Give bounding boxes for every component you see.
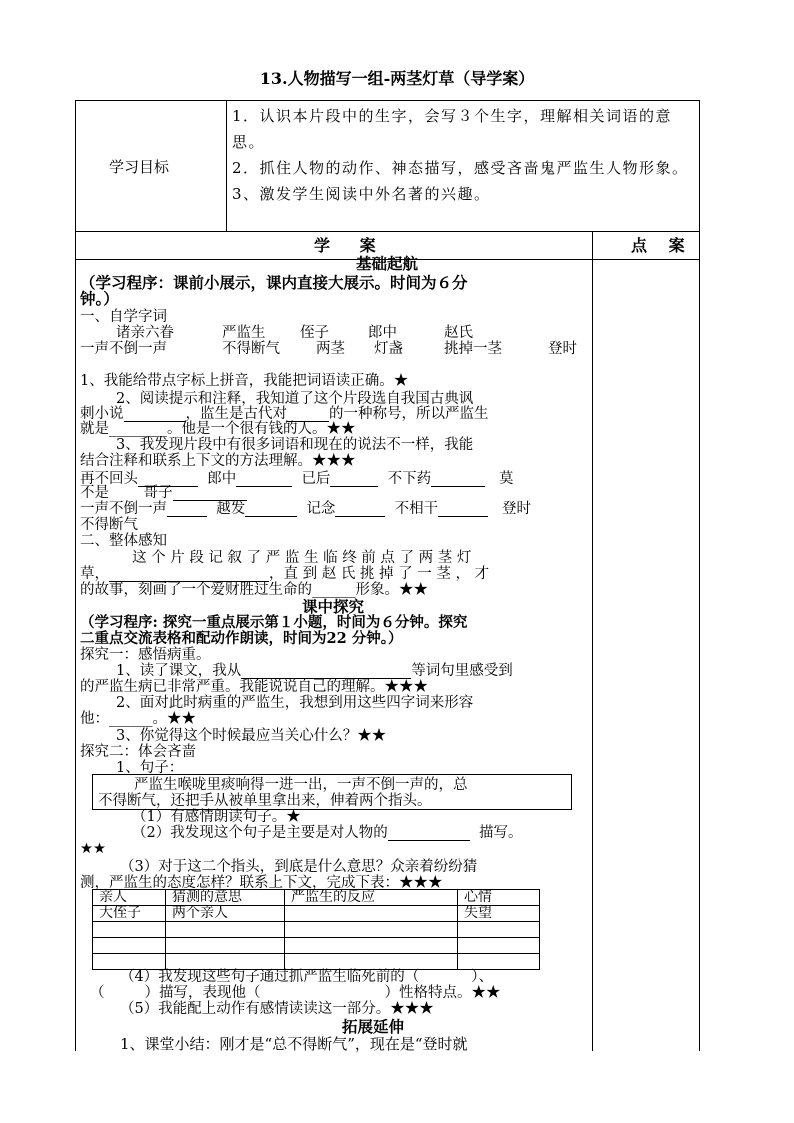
document-title: 13.人物描写一组-两茎灯草（导学案）	[259, 69, 535, 88]
table-cell: 两个亲人	[166, 906, 285, 922]
blank[interactable]	[167, 503, 207, 517]
word-5: 赵氏	[444, 325, 473, 341]
section-explore-program-b: 二重点交流表格和配动作朗读，时间为22 分钟。）	[80, 630, 403, 647]
guess-table	[92, 889, 540, 970]
word-3: 侄子	[300, 325, 329, 341]
section-explore-heading: 课中探究	[302, 597, 365, 616]
blank[interactable]	[438, 503, 488, 517]
table-row	[93, 922, 540, 938]
question-3-line-1: （3）对于这二个指头，到底是什么意思？众亲着纷纷猜	[120, 859, 478, 875]
question-4-line-1: （4）我发现这些句子通过抓严监生临死前的（ ）、	[120, 969, 493, 985]
task-2-line-2: 刺小说 ，监生是古代对 的一种称号，所以严监生	[80, 406, 489, 422]
table-cell[interactable]	[458, 938, 540, 954]
explore-one-q1-line-2: 的严监生病已非常严重。我能说说自己的理解。★★★	[80, 679, 428, 695]
word-6: 一声不倒一声	[80, 341, 167, 357]
objectives-bottom-rule	[76, 231, 699, 232]
table-cell[interactable]	[285, 938, 458, 954]
table-cell[interactable]	[285, 954, 458, 970]
blank[interactable]	[109, 568, 269, 582]
section-basic-program-a: （学习程序：课前小展示，课内直接大展示。时间为６分	[80, 273, 468, 292]
objectives-label: 学习目标	[109, 158, 170, 176]
question-2: （2）我发现这个句子是主要是对人物的 描写。	[132, 825, 523, 841]
table-header-row	[93, 890, 540, 906]
table-cell[interactable]	[93, 922, 166, 938]
table-cell[interactable]	[285, 922, 458, 938]
section-basic-program-b: 钟。）	[80, 289, 119, 308]
question-2-stars: ★★	[80, 841, 106, 857]
quoted-sentence-line-1: 严监生喉咙里痰响得一进一出，一声不倒一声的，总	[134, 777, 468, 793]
word-2: 严监生	[222, 325, 266, 341]
word-7: 不得断气	[222, 341, 280, 357]
blank[interactable]	[335, 503, 385, 517]
table-cell: 大侄子	[93, 906, 166, 922]
blank[interactable]	[287, 408, 329, 422]
part-one-title: 一、自学字词	[80, 309, 167, 325]
task-3-line-2: 结合注释和联系上下文的方法理解。★★★	[80, 453, 356, 469]
question-5: （5）我能配上动作有感情读读这一部分。★★★	[120, 1001, 434, 1017]
table-cell[interactable]	[458, 922, 540, 938]
table-cell[interactable]	[166, 938, 285, 954]
table-header-cell: 亲人	[93, 890, 166, 906]
part-two-line-2: 草， ，直 到 赵 氏 挑 掉 了 一 茎 ， 才	[80, 566, 490, 582]
table-cell[interactable]	[285, 906, 458, 922]
question-1: （1）有感情朗读句子。★	[132, 809, 301, 825]
vocab-row-a: 再不回头 郎中 已后 不下药 莫	[80, 471, 514, 487]
task-3-line-1: 3、我发现片段中有很多词语和现在的说法不一样，我能	[116, 437, 474, 453]
blank[interactable]	[241, 665, 411, 679]
explore-one-q1-line-1: 1、读了课文，我从 等词句里感受到	[116, 663, 513, 679]
table-row	[93, 906, 540, 922]
question-3-line-2: 测，严监生的态度怎样？联系上下文，完成下表：★★★	[80, 875, 443, 891]
word-1: 诸亲六眷	[116, 325, 174, 341]
word-11: 登时	[548, 341, 577, 357]
table-header-cell: 心情	[458, 890, 540, 906]
blank[interactable]	[330, 473, 378, 487]
objectives-list	[226, 101, 696, 209]
study-column-header: 学 案	[314, 236, 388, 255]
task-2-line-3: 就是________。他是一个很有钱的人。★★	[80, 421, 356, 437]
table-header-cell: 严监生的反应	[285, 890, 458, 906]
section-basic-heading: 基础起航	[356, 254, 419, 273]
table-row	[93, 938, 540, 954]
part-two-line-3: 的故事，刻画了一个爱财胜过生命的______形象。★★	[80, 582, 428, 598]
vocab-row-c: 一声不倒一声 越发 记念 不相干 登时	[80, 501, 531, 517]
class-summary: 1、课堂小结：刚才是“总不得断气”，现在是“登时就	[120, 1035, 468, 1053]
blank[interactable]	[245, 503, 297, 517]
blank[interactable]	[388, 827, 470, 841]
table-header-cell: 猜测的意思	[166, 890, 285, 906]
explore-one-q2-line-2: 他：______。★★	[80, 711, 196, 727]
table-row	[93, 954, 540, 970]
explore-one-q2-line-1: 2、面对此时病重的严监生，我想到用这些四字词来形容	[116, 695, 474, 711]
table-cell[interactable]	[93, 938, 166, 954]
table-cell: 失望	[458, 906, 540, 922]
objective-item-2: 2．抓住人物的动作、神态描写，感受吝啬鬼严监生人物形象。	[232, 159, 689, 177]
table-cell[interactable]	[93, 954, 166, 970]
question-4-line-2: （ ）描写，表现他（ ）性格特点。★★	[90, 985, 501, 1001]
word-8: 两茎	[316, 341, 345, 357]
task-1: 1、我能给带点字标上拼音，我能把词语读正确。★	[80, 373, 409, 389]
word-9: 灯盏	[374, 341, 403, 357]
table-cell[interactable]	[166, 954, 285, 970]
task-2-line-1: 2、阅读提示和注释，我知道了这个片段选自我国古典讽	[116, 391, 474, 407]
section-extend-heading: 拓展延伸	[342, 1017, 405, 1036]
sentence-label: 1、句子：	[116, 760, 184, 776]
vocab-row-b: 不是 哥子	[80, 485, 247, 501]
vocab-row-d: 不得断气	[80, 517, 138, 533]
explore-one-q3: 3、你觉得这个时候最应当关心什么？★★	[116, 728, 387, 744]
table-cell[interactable]	[166, 922, 285, 938]
blank[interactable]	[124, 408, 186, 422]
blank[interactable]	[431, 473, 485, 487]
part-two-line-1: 这 个 片 段 记 叙 了 严 监 生 临 终 前 点 了 两 茎 灯	[132, 550, 472, 566]
objective-item-1: 1．认识本片段中的生字，会写３个生字，理解相关词语的意思。	[232, 107, 673, 151]
notes-column-header: 点 案	[631, 236, 693, 255]
word-4: 郎中	[368, 325, 397, 341]
objective-item-3: 3、激发学生阅读中外名著的兴趣。	[232, 185, 491, 203]
blank[interactable]	[173, 487, 247, 501]
quoted-sentence-line-2: 不得断气，还把手从被单里拿出来，伸着两个指头。	[98, 793, 432, 809]
notes-column-divider	[592, 231, 593, 1051]
explore-two-title: 探究二：体会吝啬	[80, 744, 196, 760]
word-10: 挑掉一茎	[444, 341, 502, 357]
part-two-title: 二、整体感知	[80, 533, 167, 549]
table-cell[interactable]	[458, 954, 540, 970]
lesson-table	[75, 100, 700, 1051]
section-explore-program-a: （学习程序: 探究一重点展示第１小题，时间为６分钟。探究	[80, 614, 468, 631]
explore-one-title: 探究一：感悟病重。	[80, 647, 211, 663]
